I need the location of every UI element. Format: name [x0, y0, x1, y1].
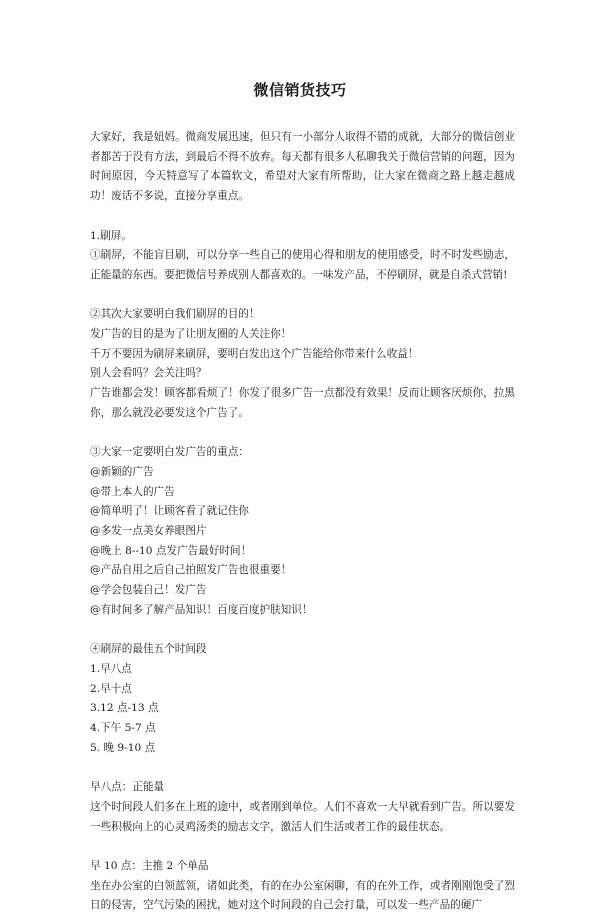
paragraph: 千万不要因为刷屏来刷屏，要明白发出这个广告能给你带来什么收益！ — [90, 347, 419, 360]
paragraph: 早八点：正能量 — [90, 781, 165, 794]
paragraph: @学会包装自己！发广告 — [90, 584, 207, 597]
paragraph: 2.早十点 — [90, 682, 132, 695]
paragraph: 广告谁都会发！顾客都看烦了！你发了很多广告一点都没有效果！反而让顾客厌烦你，拉黑你，那么就没必要发这个广告了。 — [90, 387, 515, 419]
paragraph: ④刷屏的最佳五个时间段 — [90, 643, 207, 656]
paragraph: 4.下午 5-7 点 — [90, 722, 156, 735]
paragraph: @多发一点美女养眼图片 — [90, 525, 207, 538]
paragraph: @简单明了！让顾客看了就记住你 — [90, 505, 249, 518]
paragraph: 坐在办公室的白领蓝领，诸如此类，有的在办公室闲聊，有的在外工作，或者刚刚饱受了烈日的侵害，空气污染的困扰，她对这个时间段的自己会打量，可以发一些产品的硬广 — [90, 879, 515, 912]
paragraph: @带上本人的广告 — [90, 485, 175, 498]
paragraph: 5. 晚 9-10 点 — [90, 741, 156, 754]
paragraph-spacer — [90, 621, 515, 641]
paragraph-spacer — [90, 207, 515, 227]
page-title: 微信销货技巧 — [253, 81, 347, 99]
paragraph: @晚上 8--10 点发广告最好时间！ — [90, 544, 252, 557]
paragraph: 别人会看吗？会关注吗？ — [90, 367, 207, 380]
paragraph: 1.刷屏。 — [90, 229, 132, 242]
document-body — [90, 128, 515, 916]
paragraph: 大家好，我是妞妈。微商发展迅速，但只有一小部分人取得不错的成就，大部分的微信创业者都苦于没有方法，到最后不得不放弃。每天都有很多人私聊我关于微信营销的问题，因为时间原因，今天特意写了本篇软文，希望对大家有所帮助，让大家在微商之路上越走越成功！废话不多说，直接分享重点。 — [90, 131, 515, 203]
paragraph: 3.12 点-13 点 — [90, 702, 159, 715]
paragraph: ②其次大家要明白我们刷屏的目的！ — [90, 308, 260, 321]
paragraph: 早 10 点：主推 2 个单品 — [90, 859, 209, 872]
paragraph-spacer — [90, 286, 515, 306]
paragraph-spacer — [90, 837, 515, 857]
paragraph: 1.早八点 — [90, 662, 132, 675]
paragraph: 发广告的目的是为了让朋友圈的人关注你！ — [90, 328, 292, 340]
paragraph: 这个时间段人们多在上班的途中，或者刚到单位。人们不喜欢一大早就看到广告。所以要发一些积极向上的心灵鸡汤类的励志文字，激活人们生活或者工作的最佳状态。 — [90, 800, 515, 833]
paragraph: ③大家一定要明白发广告的重点： — [90, 446, 249, 459]
paragraph: ①刷屏，不能盲目刷，可以分享一些自己的使用心得和朋友的使用感受，时不时发些励志，正能量的东西。要把微信号养成别人都喜欢的。一味发产品，不停刷屏，就是自杀式营销! — [90, 249, 515, 281]
paragraph-spacer — [90, 758, 515, 778]
paragraph: @有时间多了解产品知识！百度百度护肤知识！ — [90, 603, 313, 616]
paragraph: @产品自用之后自己拍照发广告也很重要！ — [90, 564, 292, 577]
paragraph: @新颖的广告 — [90, 465, 154, 478]
paragraph-spacer — [90, 424, 515, 444]
